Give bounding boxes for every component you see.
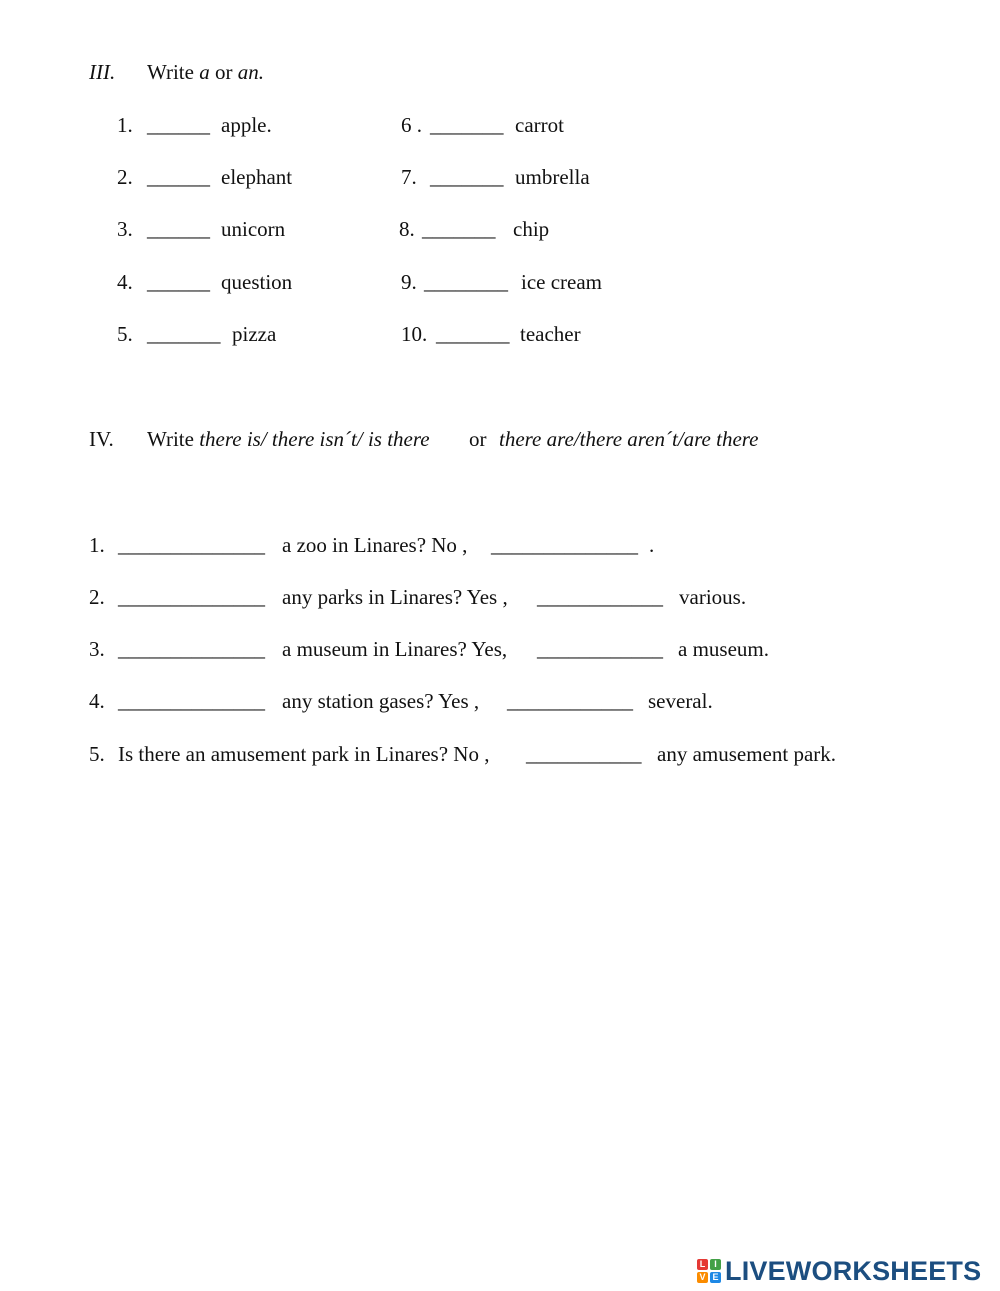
s3-answer-blank[interactable]: ______ bbox=[147, 217, 210, 241]
s4-answer-blank-1[interactable]: ______________ bbox=[118, 637, 265, 661]
s4-item-text: a zoo in Linares? No , bbox=[282, 533, 468, 557]
s3-answer-blank[interactable]: _______ bbox=[430, 113, 504, 137]
s3-item-num: 5. bbox=[117, 322, 133, 346]
instruction-an: an. bbox=[237, 60, 264, 84]
s4-answer-blank-1[interactable]: ______________ bbox=[118, 585, 265, 609]
s4-answer-blank-2[interactable]: ___________ bbox=[526, 742, 642, 766]
s4-answer-blank-2[interactable]: ____________ bbox=[537, 637, 663, 661]
s4-answer-blank-2[interactable]: ____________ bbox=[537, 585, 663, 609]
s3-item-word: elephant bbox=[221, 165, 293, 189]
s4-item-text: a museum in Linares? Yes, bbox=[282, 637, 508, 661]
s3-item-word: chip bbox=[513, 217, 550, 241]
s3-item-word: ice cream bbox=[521, 270, 603, 294]
s3-answer-blank[interactable]: _______ bbox=[147, 322, 221, 346]
s3-item-num: 1. bbox=[117, 113, 133, 137]
s3-answer-blank[interactable]: _______ bbox=[436, 322, 510, 346]
section-3-instruction bbox=[147, 62, 264, 83]
logo-letter-i: I bbox=[710, 1259, 721, 1270]
s3-item-num: 7. bbox=[401, 165, 417, 189]
instruction-or: or bbox=[209, 60, 238, 84]
instruction-text: Write bbox=[147, 427, 200, 451]
s3-answer-blank[interactable]: ______ bbox=[147, 165, 210, 189]
s4-item-text-end: a museum. bbox=[678, 637, 769, 661]
s4-item-text: Is there an amusement park in Linares? No , bbox=[118, 742, 490, 766]
s4-item-text: any station gases? Yes , bbox=[282, 689, 480, 713]
s3-item-word: pizza bbox=[232, 322, 277, 346]
section-4-instruction bbox=[147, 429, 430, 450]
instruction-plural: there are/there aren´t/are there bbox=[499, 427, 759, 451]
s3-item-num: 2. bbox=[117, 165, 133, 189]
s3-answer-blank[interactable]: ______ bbox=[147, 113, 210, 137]
instruction-singular: there is/ there isn´t/ is there bbox=[199, 427, 430, 451]
s3-item-num: 9. bbox=[401, 270, 417, 294]
s4-answer-blank-2[interactable]: ____________ bbox=[507, 689, 633, 713]
logo-mark-icon bbox=[697, 1259, 721, 1283]
s3-answer-blank[interactable]: _______ bbox=[422, 217, 496, 241]
logo-letter-e: E bbox=[710, 1272, 721, 1283]
s4-item-text: any parks in Linares? Yes , bbox=[282, 585, 508, 609]
s3-item-num: 3. bbox=[117, 217, 133, 241]
s4-item-text-end: several. bbox=[648, 689, 713, 713]
s3-answer-blank[interactable]: ________ bbox=[424, 270, 508, 294]
instruction-a: a bbox=[199, 60, 210, 84]
s4-item-text-end: various. bbox=[679, 585, 747, 609]
section-3-numeral: III. bbox=[89, 60, 116, 84]
s3-item-word: carrot bbox=[515, 113, 564, 137]
s3-item-num: 6 . bbox=[401, 113, 422, 137]
s4-item-num: 5. bbox=[89, 742, 105, 766]
s4-item-num: 3. bbox=[89, 637, 105, 661]
s4-item-text-end: any amusement park. bbox=[657, 742, 837, 766]
logo-letter-l: L bbox=[697, 1259, 708, 1270]
logo-text: LIVEWORKSHEETS bbox=[725, 1255, 982, 1286]
instruction-or: or bbox=[469, 427, 487, 451]
s4-answer-blank-2[interactable]: ______________ bbox=[491, 533, 638, 557]
s4-answer-blank-1[interactable]: ______________ bbox=[118, 533, 265, 557]
s3-item-num: 8. bbox=[399, 217, 415, 241]
section-4-numeral: IV. bbox=[89, 427, 114, 451]
s4-item-num: 2. bbox=[89, 585, 105, 609]
s3-item-word: apple. bbox=[221, 113, 272, 137]
s4-item-num: 4. bbox=[89, 689, 105, 713]
s3-item-num: 10. bbox=[401, 322, 428, 346]
s3-answer-blank[interactable]: _______ bbox=[430, 165, 504, 189]
liveworksheets-logo[interactable] bbox=[697, 1256, 981, 1286]
s3-item-word: question bbox=[221, 270, 293, 294]
s3-item-word: umbrella bbox=[515, 165, 590, 189]
s4-item-num: 1. bbox=[89, 533, 105, 557]
s4-answer-blank-1[interactable]: ______________ bbox=[118, 689, 265, 713]
s3-answer-blank[interactable]: ______ bbox=[147, 270, 210, 294]
instruction-text: Write bbox=[147, 60, 200, 84]
s3-item-num: 4. bbox=[117, 270, 133, 294]
s3-item-word: unicorn bbox=[221, 217, 286, 241]
logo-letter-v: V bbox=[697, 1272, 708, 1283]
s4-item-text-end: . bbox=[649, 533, 655, 557]
s3-item-word: teacher bbox=[520, 322, 581, 346]
